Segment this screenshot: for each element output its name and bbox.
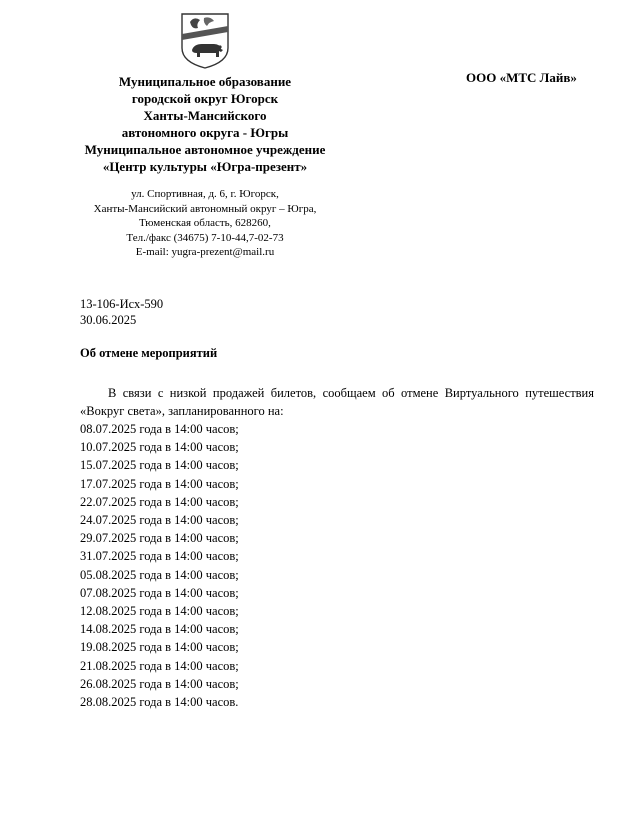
org-line: автономного округа - Югры [121,125,289,140]
date-item: 28.08.2025 года в 14:00 часов. [80,695,239,710]
date-item: 10.07.2025 года в 14:00 часов; [80,440,239,455]
date-item: 24.07.2025 года в 14:00 часов; [80,513,239,528]
document-date: 30.06.2025 [80,313,137,327]
recipient-name: ООО «МТС Лайв» [466,70,577,85]
address-line: Тел./факс (34675) 7-10-44,7-02-73 [126,231,284,244]
address-line: Тюменская область, 628260, [139,217,271,229]
date-item: 12.08.2025 года в 14:00 часов; [80,604,239,619]
date-item: 29.07.2025 года в 14:00 часов; [80,531,239,546]
date-item: 05.08.2025 года в 14:00 часов; [80,567,239,582]
date-list [80,420,239,711]
document-info [80,296,163,328]
org-line: Ханты-Мансийского [143,108,267,123]
organization-header [55,73,355,175]
yugorsk-coat-of-arms-icon [180,12,230,70]
date-item: 21.08.2025 года в 14:00 часов; [80,658,239,673]
org-line: Муниципальное образование [118,74,292,89]
date-item: 17.07.2025 года в 14:00 часов; [80,476,239,491]
org-line: городской округ Югорск [131,91,279,106]
date-item: 26.08.2025 года в 14:00 часов; [80,676,239,691]
document-subject: Об отмене мероприятий [80,346,218,360]
date-item: 08.07.2025 года в 14:00 часов; [80,422,239,436]
org-line: Муниципальное автономное учреждение [84,142,326,157]
date-item: 19.08.2025 года в 14:00 часов; [80,640,239,655]
date-item: 07.08.2025 года в 14:00 часов; [80,585,239,600]
date-item: 14.08.2025 года в 14:00 часов; [80,622,239,637]
intro-paragraph: В связи с низкой продажей билетов, сообщаем об отмене Виртуального путешествия «Вокруг света», запланированного на: [80,386,594,419]
organization-address [55,187,355,260]
date-item: 22.07.2025 года в 14:00 часов; [80,494,239,509]
date-item: 15.07.2025 года в 14:00 часов; [80,458,239,473]
org-line: «Центр культуры «Югра-презент» [102,159,308,174]
letter-body [80,384,594,420]
address-line: ул. Спортивная, д. 6, г. Югорск, [131,188,279,200]
address-line: E-mail: yugra-prezent@mail.ru [135,246,275,258]
document-number: 13-106-Исх-590 [80,297,164,311]
address-line: Ханты-Мансийский автономный округ – Югра, [93,202,317,215]
date-item: 31.07.2025 года в 14:00 часов; [80,549,239,564]
